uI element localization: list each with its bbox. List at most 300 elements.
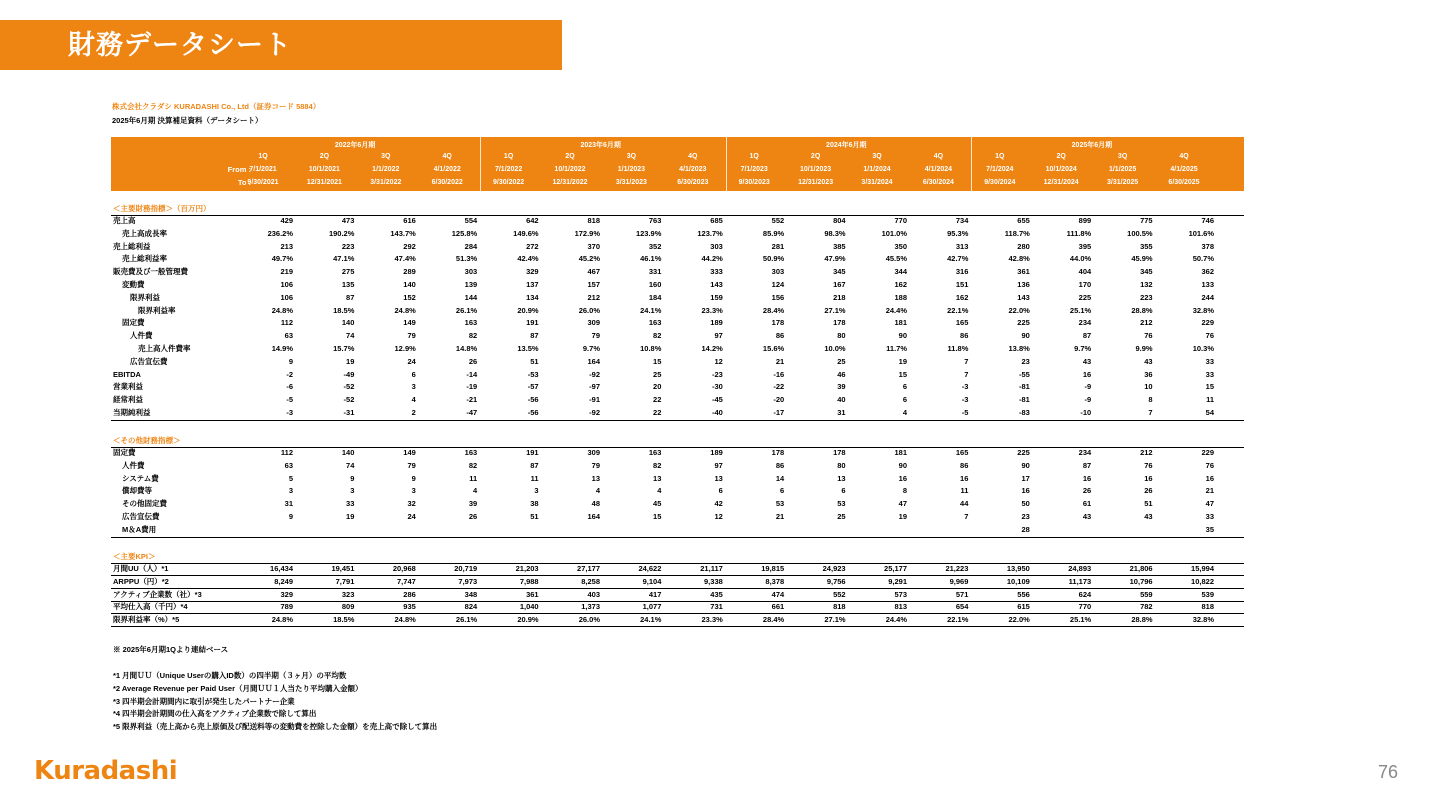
table-cell: 1,373 [581, 602, 600, 612]
table-cell: 22.0% [1008, 615, 1030, 625]
table-cell: 47 [898, 499, 907, 509]
table-cell: 244 [1201, 292, 1214, 302]
row-label: システム費 [122, 473, 159, 483]
table-cell: 24,622 [638, 564, 662, 573]
section-end-rule [111, 537, 1244, 538]
table-cell: 28.8% [1131, 615, 1153, 625]
table-cell: 106 [280, 292, 293, 302]
table-cell: 9,291 [888, 576, 907, 586]
table-cell: 14.8% [455, 344, 478, 353]
row-label: ARPPU（円）*2 [113, 576, 169, 586]
table-cell: 313 [955, 241, 969, 251]
table-cell: 163 [464, 318, 478, 328]
table-cell: 51 [530, 356, 539, 366]
table-cell: 20.9% [517, 305, 539, 315]
table-cell: 24.8% [394, 615, 416, 625]
table-cell: 9,104 [642, 576, 662, 586]
table-cell: 42 [714, 499, 723, 509]
table-cell: 746 [1201, 216, 1214, 225]
table-cell: 24.4% [885, 615, 907, 625]
row-label: 売上高成長率 [122, 228, 167, 238]
table-cell: 23 [1021, 512, 1030, 521]
table-cell: 309 [587, 318, 600, 328]
table-cell: -97 [589, 382, 600, 392]
table-cell: 13 [837, 473, 846, 483]
table-cell: 27.1% [824, 615, 846, 625]
table-cell: 86 [775, 460, 785, 470]
table-cell: 13.5% [517, 344, 539, 353]
table-cell: 90 [1021, 460, 1030, 470]
table-cell: 16 [960, 473, 969, 483]
table-cell: 9,969 [949, 576, 969, 586]
table-cell: 191 [526, 318, 539, 328]
table-cell: 149 [403, 448, 416, 457]
table-cell: 7 [1148, 408, 1153, 417]
table-cell: 642 [526, 216, 539, 225]
table-cell: 225 [1078, 292, 1092, 302]
table-cell: 10,796 [1129, 576, 1153, 586]
table-cell: 31 [837, 408, 846, 417]
table-cell: 559 [1140, 589, 1153, 599]
table-cell: 132 [1140, 280, 1153, 289]
section-label: ＜主要KPI＞ [113, 552, 156, 561]
row-label: 固定費 [122, 318, 145, 328]
table-cell: -53 [527, 369, 539, 379]
section-label: ＜その他財務指標＞ [113, 436, 181, 445]
table-cell: 223 [341, 241, 355, 251]
quarter-header: 4Q [688, 153, 698, 160]
row-label: 販売費及び一般管理費 [113, 267, 188, 277]
table-cell: 79 [407, 331, 416, 341]
from-label: From : [227, 165, 251, 174]
table-cell: 165 [955, 318, 969, 328]
table-cell: 136 [1017, 280, 1030, 289]
from-date: 7/1/2022 [494, 166, 523, 173]
table-cell: 9.7% [1074, 344, 1092, 353]
table-cell: -81 [1018, 395, 1030, 405]
from-date: 1/1/2023 [617, 166, 646, 173]
table-cell: 26 [1082, 486, 1092, 496]
table-cell: 22.1% [947, 305, 969, 315]
table-cell: 33 [346, 499, 355, 509]
table-cell: 292 [403, 241, 416, 251]
table-cell: 160 [648, 280, 662, 289]
table-cell: 4 [902, 408, 907, 417]
kuradashi-logo: Kuradashi [34, 756, 178, 786]
row-label: アクティブ企業数（社）*3 [113, 589, 202, 599]
table-cell: 42.7% [947, 254, 969, 264]
table-cell: -3 [286, 408, 293, 417]
table-cell: 33 [1205, 356, 1214, 366]
table-cell: 15 [653, 512, 662, 521]
table-cell: 44.0% [1069, 254, 1092, 264]
table-cell: 281 [771, 241, 785, 251]
table-cell: 24.8% [271, 305, 293, 315]
table-cell: 473 [341, 216, 355, 225]
table-cell: 43 [1082, 512, 1092, 521]
table-cell: 362 [1201, 267, 1214, 277]
table-cell: 45 [653, 499, 662, 509]
table-cell: 156 [771, 292, 785, 302]
from-date: 10/1/2023 [800, 166, 832, 173]
table-cell: 234 [1078, 448, 1092, 457]
table-cell: 813 [894, 602, 907, 612]
quarter-header: 2Q [565, 153, 575, 160]
table-cell: 782 [1140, 602, 1153, 612]
table-cell: 22 [653, 395, 662, 405]
table-cell: -19 [466, 382, 478, 392]
table-cell: 80 [837, 331, 846, 341]
table-cell: 5 [288, 473, 293, 483]
table-cell: 474 [771, 589, 785, 599]
table-cell: -30 [711, 382, 723, 392]
table-cell: 6 [902, 395, 907, 405]
table-cell: 19 [898, 356, 907, 366]
table-cell: 899 [1078, 216, 1092, 225]
table-cell: 309 [587, 448, 600, 457]
table-cell: 191 [526, 448, 539, 457]
table-cell: 24.1% [640, 615, 662, 625]
table-cell: -31 [343, 408, 355, 417]
row-label: M＆A費用 [122, 524, 157, 534]
table-cell: -91 [589, 395, 600, 405]
table-cell: 219 [280, 267, 293, 277]
table-cell: 352 [648, 241, 662, 251]
footnote: *1 月間ＵＵ（Unique Userの購入ID数）の四半期（３ヶ月）の平均数 [113, 671, 347, 680]
table-cell: 49.7% [271, 254, 293, 264]
from-date: 7/1/2024 [986, 166, 1014, 173]
table-cell: 85.9% [762, 228, 785, 238]
table-cell: 9 [288, 512, 293, 521]
table-cell: 361 [1017, 267, 1030, 277]
table-cell: 63 [284, 331, 293, 341]
table-cell: 28.8% [1131, 305, 1153, 315]
table-cell: 40 [837, 395, 846, 405]
table-cell: -49 [343, 369, 355, 379]
table-cell: 50.9% [762, 254, 785, 264]
table-cell: 164 [587, 356, 600, 366]
table-cell: -9 [1084, 382, 1092, 392]
table-cell: 4 [411, 395, 416, 405]
row-label: 経常利益 [113, 395, 143, 405]
table-cell: -52 [343, 382, 355, 392]
table-cell: 7,973 [458, 576, 478, 586]
table-cell: 112 [280, 448, 293, 457]
table-cell: 50 [1021, 499, 1030, 509]
table-cell: 329 [280, 589, 293, 599]
row-label: 当期純利益 [113, 408, 151, 417]
table-cell: 770 [1078, 602, 1092, 612]
table-cell: 15.6% [762, 344, 785, 353]
table-cell: 361 [526, 589, 539, 599]
table-cell: 552 [771, 216, 785, 225]
table-cell: 26 [468, 356, 478, 366]
table-cell: 42.8% [1008, 254, 1030, 264]
table-cell: -56 [527, 395, 539, 405]
table-cell: 178 [833, 318, 846, 328]
from-date: 4/1/2025 [1170, 166, 1198, 173]
table-cell: 152 [403, 292, 416, 302]
quarter-header: 3Q [872, 153, 882, 160]
footnote: *4 四半期会計期間の仕入高をアクティブ企業数で除して算出 [113, 709, 317, 719]
row-label: その他固定費 [122, 499, 167, 509]
table-cell: 15.7% [333, 344, 355, 353]
table-cell: 16 [1021, 486, 1030, 496]
table-cell: -3 [961, 382, 969, 392]
table-cell: 97 [714, 460, 723, 470]
table-cell: 38 [530, 499, 539, 509]
table-cell: 10,109 [1006, 576, 1030, 586]
table-cell: 15,994 [1191, 564, 1214, 573]
table-cell: 272 [526, 241, 539, 251]
table-cell: 8 [902, 486, 907, 496]
table-cell: 7 [964, 356, 969, 366]
table-cell: -21 [466, 395, 478, 405]
table-cell: 280 [1017, 241, 1030, 251]
table-cell: 236.2% [267, 228, 293, 238]
table-cell: 13 [714, 473, 723, 483]
table-cell: 824 [464, 602, 478, 612]
row-label: 人件費 [130, 331, 153, 341]
table-cell: 32.8% [1192, 305, 1214, 315]
table-cell: 16 [898, 473, 907, 483]
table-cell: 190.2% [328, 228, 355, 238]
table-cell: 1,040 [519, 602, 539, 612]
table-cell: 26.0% [578, 615, 600, 625]
table-cell: -16 [773, 369, 785, 379]
row-label: 営業利益 [113, 382, 143, 392]
table-cell: 20,719 [454, 564, 478, 573]
table-cell: 289 [403, 267, 416, 277]
table-cell: 112 [280, 318, 293, 328]
table-cell: -56 [527, 408, 539, 417]
table-cell: 26.1% [455, 305, 478, 315]
table-cell: 21 [1205, 486, 1214, 496]
table-cell: -3 [961, 395, 969, 405]
section-end-rule [111, 420, 1244, 421]
quarter-header: 1Q [503, 153, 514, 160]
from-date: 7/1/2021 [249, 166, 277, 173]
table-cell: 403 [587, 589, 600, 599]
to-date: 6/30/2022 [431, 179, 463, 186]
table-cell: 212 [1140, 318, 1153, 328]
table-cell: 25,177 [884, 564, 907, 573]
row-label: EBITDA [113, 369, 141, 379]
table-cell: 345 [1140, 267, 1153, 277]
table-cell: 552 [833, 589, 846, 599]
table-cell: 1,077 [642, 602, 662, 612]
table-cell: 21 [775, 512, 785, 521]
table-cell: 11.8% [947, 344, 969, 353]
to-date: 3/31/2025 [1107, 179, 1139, 186]
table-cell: 12 [714, 356, 723, 366]
table-cell: -10 [1080, 408, 1092, 417]
table-cell: 16 [1144, 473, 1153, 483]
table-cell: -5 [961, 408, 969, 417]
table-cell: 4 [657, 486, 662, 496]
fiscal-year-header: 2024年6月期 [826, 142, 867, 149]
table-cell: 6 [902, 382, 907, 392]
table-cell: 14.9% [271, 344, 293, 353]
table-cell: 61 [1082, 499, 1092, 509]
table-cell: 15 [898, 369, 907, 379]
to-date: 3/31/2023 [615, 179, 647, 186]
table-cell: 172.9% [574, 228, 600, 238]
table-cell: 417 [648, 589, 662, 599]
table-cell: 10 [1144, 382, 1153, 392]
table-cell: 86 [960, 460, 969, 470]
table-cell: 19 [898, 512, 907, 521]
table-cell: 33 [1205, 369, 1214, 379]
table-cell: 47.9% [824, 254, 846, 264]
table-cell: -83 [1018, 408, 1030, 417]
from-date: 4/1/2023 [679, 166, 707, 173]
table-cell: 51 [530, 512, 539, 521]
table-cell: 143 [710, 280, 723, 289]
table-cell: 35 [1205, 524, 1214, 534]
table-cell: 316 [955, 267, 969, 277]
quarter-header: 2Q [319, 153, 330, 160]
table-cell: 348 [464, 589, 478, 599]
footnote: *5 限界利益（売上高から売上原価及び配送料等の変動費を控除した金額）を売上高で除して算出 [113, 722, 438, 732]
table-cell: 25.1% [1069, 615, 1092, 625]
table-cell: 79 [407, 460, 416, 470]
consolidated-note: ※ 2025年6月期1Qより連結ベース [113, 645, 229, 654]
row-label: 月間UU（人）*1 [113, 564, 169, 573]
table-cell: 385 [833, 241, 846, 251]
table-cell: 7 [964, 369, 969, 379]
table-cell: 87 [530, 331, 539, 341]
table-cell: 178 [771, 318, 785, 328]
table-cell: 24 [407, 512, 416, 521]
footnote: *2 Average Revenue per Paid User（月間ＵＵ１人当たり平均購入金額） [113, 683, 363, 693]
row-label: 変動費 [122, 280, 145, 289]
table-cell: 124 [771, 280, 785, 289]
to-date: 6/30/2025 [1168, 179, 1200, 186]
table-cell: 28 [1021, 524, 1030, 534]
table-cell: 125.8% [451, 228, 478, 238]
table-cell: -55 [1018, 369, 1030, 379]
table-cell: 36 [1144, 369, 1153, 379]
table-cell: 355 [1140, 241, 1153, 251]
table-cell: 164 [587, 512, 600, 521]
table-cell: 14.2% [701, 344, 723, 353]
fiscal-year-header: 2022年6月期 [334, 142, 376, 149]
table-cell: 13.8% [1008, 344, 1030, 353]
table-cell: 140 [341, 448, 355, 457]
table-cell: 225 [1017, 318, 1030, 328]
table-cell: 46.1% [640, 254, 662, 264]
table-cell: 6 [841, 486, 846, 496]
table-cell: 24.8% [271, 615, 293, 625]
table-cell: 87 [530, 460, 539, 470]
table-cell: 189 [710, 318, 723, 328]
table-cell: 26.1% [455, 615, 478, 625]
table-cell: 163 [648, 448, 662, 457]
table-cell: 26 [1144, 486, 1153, 496]
table-cell: 189 [710, 448, 723, 457]
table-cell: 151 [955, 280, 969, 289]
table-cell: 167 [833, 280, 846, 289]
table-cell: 11.7% [886, 344, 907, 353]
table-cell: -5 [286, 395, 293, 405]
table-cell: 286 [403, 589, 416, 599]
table-cell: 24.8% [394, 305, 416, 315]
table-cell: -2 [286, 369, 293, 379]
table-cell: 9 [411, 473, 416, 483]
table-cell: 53 [837, 499, 846, 509]
quarter-header: 4Q [442, 153, 452, 160]
table-cell: 571 [955, 589, 969, 599]
row-label: 限界利益率 [138, 305, 176, 315]
row-label: 償却費等 [122, 486, 152, 496]
table-cell: 51 [1144, 499, 1153, 509]
quarter-header: 3Q [626, 153, 637, 160]
from-date: 4/1/2022 [433, 166, 461, 173]
to-date: 3/31/2022 [370, 179, 402, 186]
table-cell: 284 [464, 241, 478, 251]
row-label: 売上高 [113, 216, 136, 225]
table-cell: 90 [898, 460, 907, 470]
table-cell: 9 [288, 356, 293, 366]
table-cell: 22.1% [947, 615, 969, 625]
fiscal-year-header: 2025年6月期 [1071, 142, 1113, 149]
table-cell: 76 [1144, 460, 1153, 470]
to-date: 12/31/2021 [306, 179, 342, 186]
table-cell: 731 [710, 602, 723, 612]
from-date: 10/1/2024 [1045, 166, 1077, 173]
table-cell: 32.8% [1192, 615, 1214, 625]
table-cell: 28.4% [762, 615, 785, 625]
table-cell: 21,806 [1129, 564, 1153, 573]
table-cell: -9 [1084, 395, 1092, 405]
table-cell: 47.4% [394, 254, 416, 264]
to-date: 12/31/2024 [1043, 179, 1079, 186]
table-cell: 24,923 [822, 564, 846, 573]
table-cell: 7,791 [335, 576, 355, 586]
table-cell: 101.0% [881, 228, 907, 238]
table-cell: 616 [403, 216, 416, 225]
table-cell: 87 [1082, 460, 1092, 470]
table-cell: 378 [1201, 241, 1214, 251]
table-cell: 770 [894, 216, 907, 225]
table-cell: 74 [346, 460, 355, 470]
from-date: 10/1/2022 [554, 166, 586, 173]
table-cell: 2 [411, 408, 416, 417]
table-cell: 10.0% [824, 344, 846, 353]
table-cell: 123.9% [635, 228, 662, 238]
table-cell: 13,950 [1006, 564, 1030, 573]
table-cell: 539 [1201, 589, 1214, 599]
table-cell: 3 [534, 486, 539, 496]
row-label: 広告宣伝費 [130, 356, 168, 366]
table-cell: 331 [648, 267, 662, 277]
table-cell: 133 [1201, 280, 1214, 289]
table-cell: 21,223 [945, 564, 969, 573]
page-title: 財務データシート [68, 30, 292, 61]
table-cell: 86 [775, 331, 785, 341]
table-cell: 16 [1082, 369, 1092, 379]
table-cell: 86 [960, 331, 969, 341]
to-date: 3/31/2024 [861, 179, 893, 186]
table-cell: 47.1% [333, 254, 355, 264]
quarter-header: 3Q [381, 153, 391, 160]
table-cell: 329 [526, 267, 539, 277]
footnote: *3 四半期会計期間内に取引が発生したパートナー企業 [113, 696, 295, 706]
table-cell: 44.2% [701, 254, 723, 264]
table-cell: -92 [589, 369, 600, 379]
table-cell: 15 [1205, 382, 1214, 392]
